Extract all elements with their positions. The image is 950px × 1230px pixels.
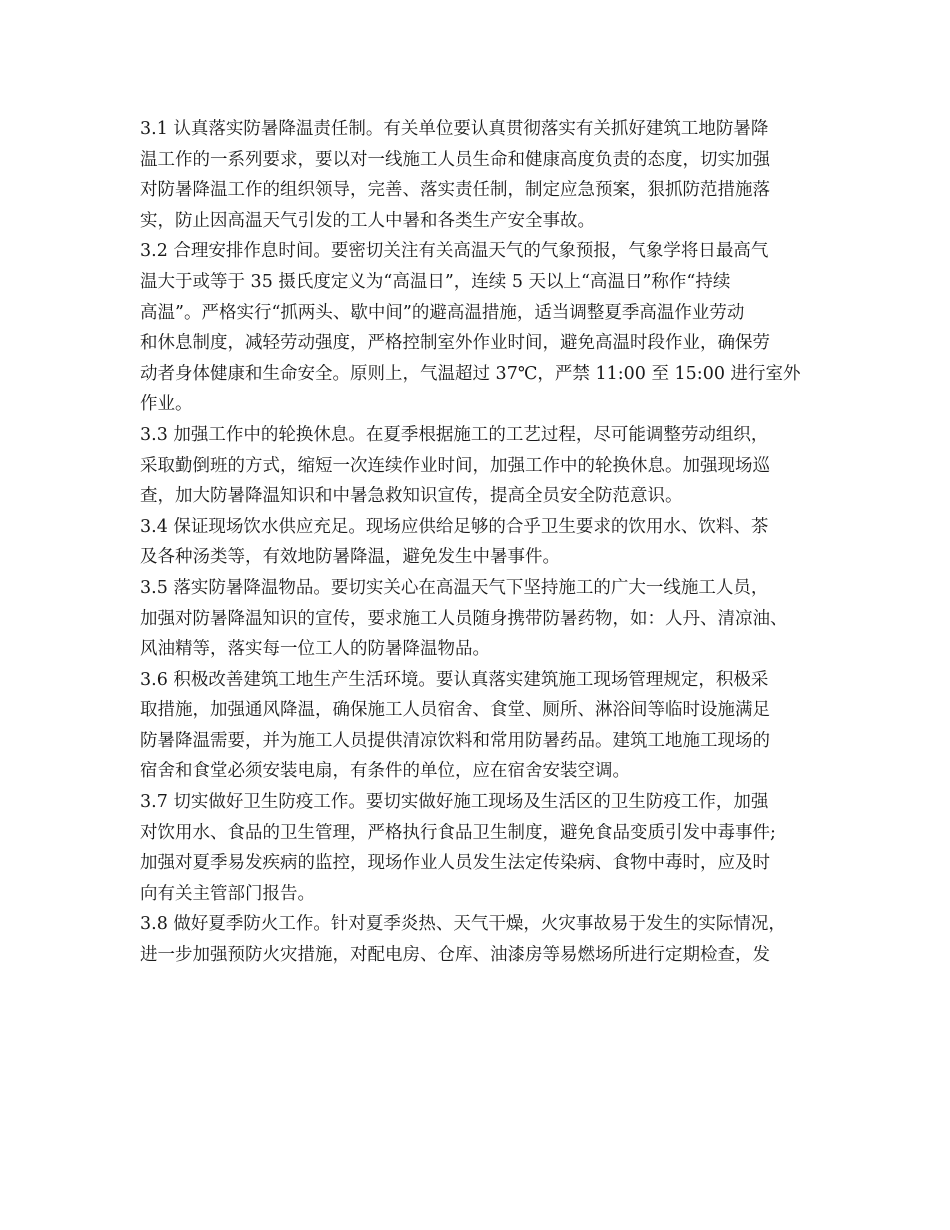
text-line: 3.7 切实做好卫生防疫工作。要切实做好施工现场及生活区的卫生防疫工作，加强: [140, 792, 769, 813]
document-body: [140, 114, 824, 971]
text-line: 加强对防暑降温知识的宣传，要求施工人员随身携带防暑药物，如：人丹、清凉油、: [140, 608, 788, 629]
text-line: 3.6 积极改善建筑工地生产生活环境。要认真落实建筑施工现场管理规定，积极采: [140, 669, 769, 690]
text-line: 宿舍和食堂必须安装电扇，有条件的单位，应在宿舍安装空调。: [140, 761, 630, 782]
text-line: 温大于或等于 35 摄氏度定义为“高温日”，连续 5 天以上“高温日”称作“持续: [140, 271, 731, 292]
text-line: 取措施，加强通风降温，确保施工人员宿舍、食堂、厕所、淋浴间等临时设施满足: [140, 700, 770, 721]
text-line: 向有关主管部门报告。: [140, 883, 315, 904]
text-line: 3.3 加强工作中的轮换休息。在夏季根据施工的工艺过程，尽可能调整劳动组织，: [140, 424, 769, 445]
text-line: 对饮用水、食品的卫生管理，严格执行食品卫生制度，避免食品变质引发中毒事件;: [140, 822, 776, 843]
text-line: 对防暑降温工作的组织领导，完善、落实责任制，制定应急预案，狠抓防范措施落: [140, 180, 770, 201]
text-line: 进一步加强预防火灾措施，对配电房、仓库、油漆房等易燃场所进行定期检查，发: [140, 945, 770, 966]
text-line: 和休息制度，减轻劳动强度，严格控制室外作业时间，避免高温时段作业，确保劳: [140, 333, 770, 354]
text-line: 高温”。严格实行“抓两头、歇中间”的避高温措施，适当调整夏季高温作业劳动: [140, 302, 745, 323]
text-line: 加强对夏季易发疾病的监控，现场作业人员发生法定传染病、食物中毒时，应及时: [140, 853, 770, 874]
text-line: 3.5 落实防暑降温物品。要切实关心在高温天气下坚持施工的广大一线施工人员，: [140, 577, 769, 598]
text-line: 3.2 合理安排作息时间。要密切关注有关高温天气的气象预报，气象学将日最高气: [140, 241, 769, 262]
text-line: 作业。: [140, 394, 193, 415]
text-line: 实，防止因高温天气引发的工人中暑和各类生产安全事故。: [140, 210, 595, 231]
text-line: 3.8 做好夏季防火工作。针对夏季炎热、天气干燥，火灾事故易于发生的实际情况，: [140, 914, 786, 935]
text-line: 3.1 认真落实防暑降温责任制。有关单位要认真贯彻落实有关抓好建筑工地防暑降: [140, 119, 769, 139]
text-line: 动者身体健康和生命安全。原则上，气温超过 37℃，严禁 11:00 至 15:00 进行室外: [140, 363, 801, 384]
text-line: 及各种汤类等，有效地防暑降温，避免发生中暑事件。: [140, 547, 560, 568]
text-line: 温工作的一系列要求，要以对一线施工人员生命和健康高度负责的态度，切实加强: [140, 149, 770, 170]
text-line: 3.4 保证现场饮水供应充足。现场应供给足够的合乎卫生要求的饮用水、饮料、茶: [140, 516, 769, 537]
text-line: 风油精等，落实每一位工人的防暑降温物品。: [140, 639, 490, 660]
text-line: 采取勤倒班的方式，缩短一次连续作业时间，加强工作中的轮换休息。加强现场巡: [140, 455, 770, 476]
text-line: 防暑降温需要，并为施工人员提供清凉饮料和常用防暑药品。建筑工地施工现场的: [140, 730, 770, 751]
text-line: 查，加大防暑降温知识和中暑急救知识宣传，提高全员安全防范意识。: [140, 486, 683, 507]
